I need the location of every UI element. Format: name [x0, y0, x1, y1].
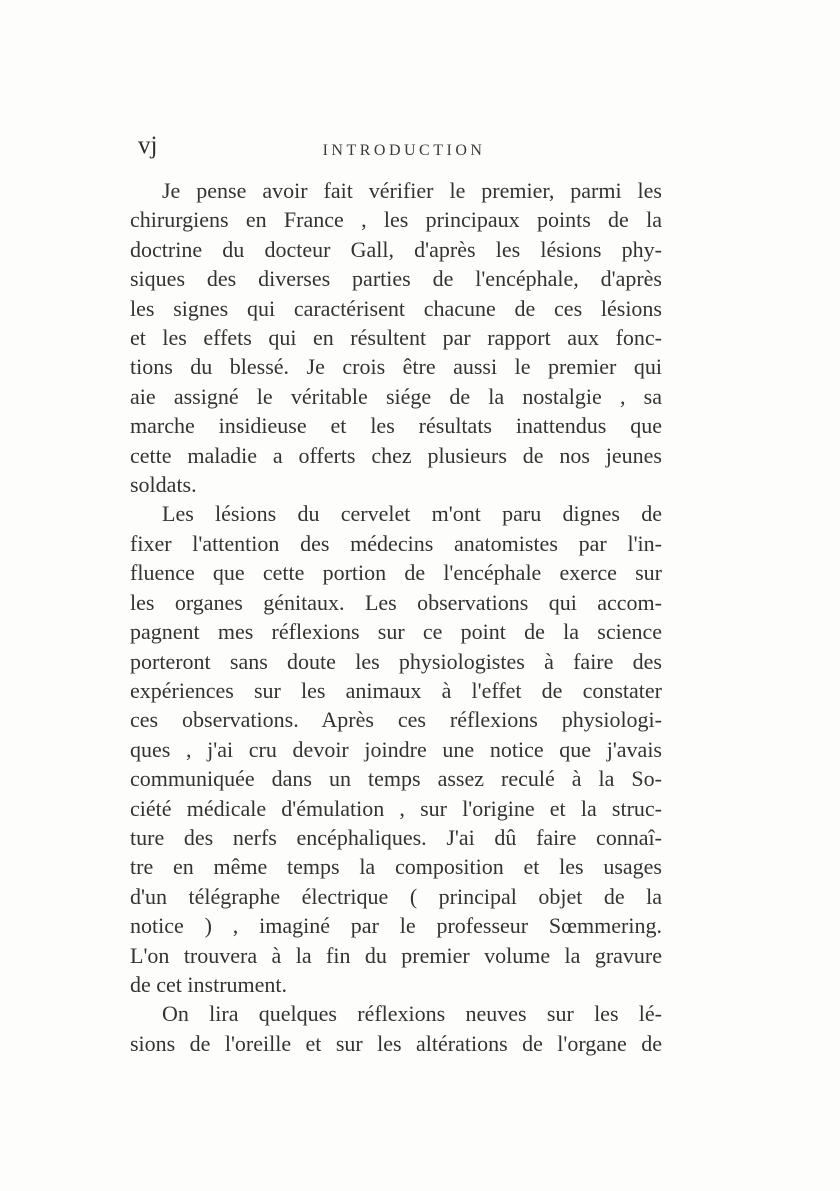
text-line: tions du blessé. Je crois être aussi le premier qui	[130, 354, 662, 380]
text-line: On lira quelques réflexions neuves sur les lé-	[162, 1001, 662, 1027]
page-number: vj	[138, 132, 158, 159]
text-line: ques , j'ai cru devoir joindre une notice que j'avais	[130, 736, 662, 762]
text-line: doctrine du docteur Gall, d'après les lésions phy-	[130, 236, 662, 262]
page-text	[130, 176, 662, 1058]
text-line: ces observations. Après ces réflexions physiologi-	[130, 707, 662, 733]
text-line: fluence que cette portion de l'encéphale exerce sur	[130, 560, 662, 586]
text-line: de cet instrument.	[130, 971, 288, 997]
paragraph	[130, 176, 662, 499]
text-line: notice ) , imaginé par le professeur Sœmmering.	[130, 913, 662, 939]
text-line: soldats.	[130, 472, 197, 498]
text-line: Les lésions du cervelet m'ont paru dignes de	[162, 501, 662, 527]
text-line: les organes génitaux. Les observations qui accom-	[130, 589, 662, 615]
text-line: les signes qui caractérisent chacune de ces lésions	[130, 295, 662, 321]
paragraph	[130, 499, 662, 999]
text-line: ture des nerfs encéphaliques. J'ai dû faire connaî-	[130, 824, 662, 850]
text-line: cette maladie a offerts chez plusieurs de nos jeunes	[130, 442, 662, 468]
text-line: L'on trouvera à la fin du premier volume la gravure	[130, 942, 662, 968]
text-line: tre en même temps la composition et les usages	[130, 854, 662, 880]
text-line: expériences sur les animaux à l'effet de constater	[130, 677, 662, 703]
text-line: chirurgiens en France , les principaux points de la	[130, 207, 662, 233]
paragraph	[130, 999, 662, 1058]
text-line: pagnent mes réflexions sur ce point de la science	[130, 619, 662, 645]
text-line: sions de l'oreille et sur les altérations de l'organe de	[130, 1030, 662, 1056]
text-line: communiquée dans un temps assez reculé à la So-	[130, 766, 662, 792]
running-head-title: INTRODUCTION	[322, 142, 486, 159]
text-line: aie assigné le véritable siége de la nostalgie , sa	[130, 383, 662, 409]
text-line: et les effets qui en résultent par rapport aux fonc-	[130, 325, 662, 351]
text-line: ciété médicale d'émulation , sur l'origine et la struc-	[130, 795, 662, 821]
text-line: siques des diverses parties de l'encéphale, d'après	[130, 266, 662, 292]
text-line: Je pense avoir fait vérifier le premier, parmi les	[162, 178, 662, 203]
text-line: d'un télégraphe électrique ( principal objet de la	[130, 883, 662, 909]
text-line: porteront sans doute les physiologistes à faire des	[130, 648, 662, 674]
text-line: marche insidieuse et les résultats inattendus que	[130, 413, 662, 439]
text-line: fixer l'attention des médecins anatomistes par l'in-	[130, 530, 662, 556]
